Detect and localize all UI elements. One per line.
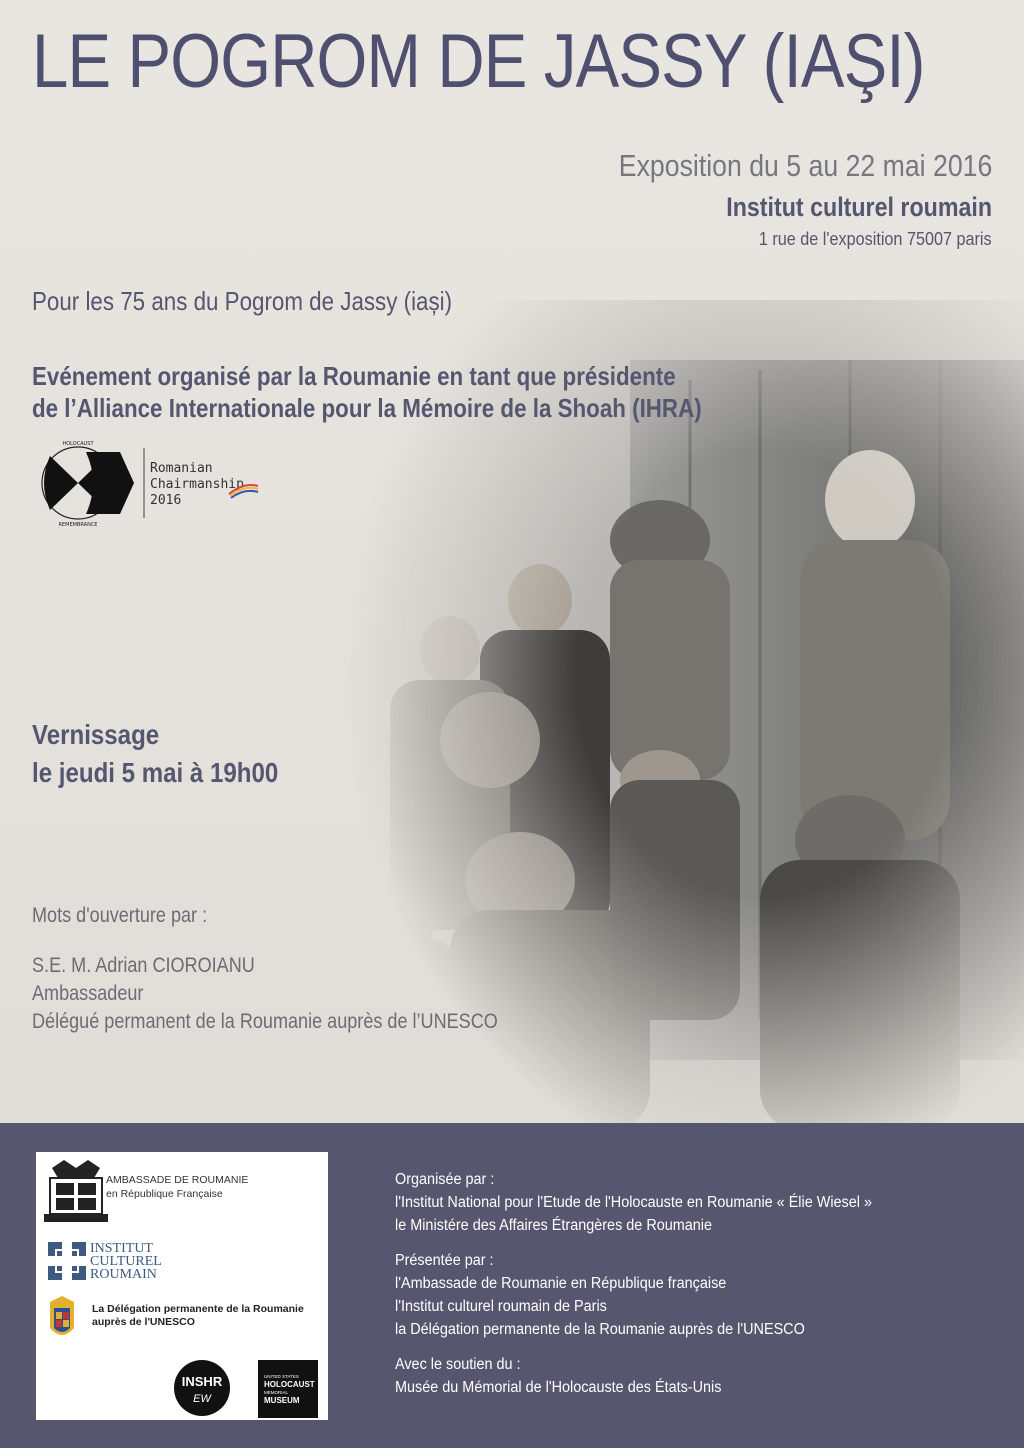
poster-title: LE POGROM DE JASSY (IAŞI) xyxy=(32,19,925,104)
delegation-line-2: auprès de l'UNESCO xyxy=(92,1316,195,1328)
organized-statement xyxy=(32,360,702,424)
inshr-sub: EW xyxy=(193,1393,211,1405)
organizers-group xyxy=(395,1168,872,1237)
embassy-crest-icon xyxy=(44,1160,108,1222)
speaker-role: Ambassadeur xyxy=(32,982,144,1005)
inshr-text: INSHR xyxy=(181,1374,223,1389)
organized-by-heading: Organisée par : xyxy=(395,1171,495,1188)
support-heading: Avec le soutien du : xyxy=(395,1356,521,1373)
exhibition-dates: Exposition du 5 au 22 mai 2016 xyxy=(618,148,992,183)
ushmm-line-4: MUSEUM xyxy=(264,1396,300,1405)
presenter-1: l'Ambassade de Roumanie en République française xyxy=(395,1275,727,1292)
presented-by-heading: Présentée par : xyxy=(395,1252,494,1269)
chair-line-1: Romanian xyxy=(150,461,213,476)
anniversary-line: Pour les 75 ans du Pogrom de Jassy (iași) xyxy=(32,286,453,316)
presenter-2: l'Institut culturel roumain de Paris xyxy=(395,1298,607,1315)
organizer-1: l'Institut National pour l'Etude de l'Holocauste en Roumanie « Élie Wiesel » xyxy=(395,1194,873,1211)
support-group xyxy=(395,1353,872,1399)
icr-line-1: INSTITUT xyxy=(90,1241,153,1256)
speaker-block xyxy=(32,902,498,1036)
icr-line-3: ROUMAIN xyxy=(90,1267,157,1282)
ihra-top-text: HOLOCAUST xyxy=(62,441,94,447)
inshr-logo xyxy=(174,1360,230,1416)
chair-year: 2016 xyxy=(150,493,182,508)
delegation-line-1: La Délégation permanente de la Roumanie xyxy=(92,1303,304,1315)
ushmm-line-3: MEMORIAL xyxy=(264,1390,289,1395)
speaker-name: S.E. M. Adrian CIOROIANU xyxy=(32,954,255,977)
ihra-bottom-text: REMEMBRANCE xyxy=(58,522,98,528)
organized-line-2: de l’Alliance Internationale pour la Mémoire de la Shoah (IHRA) xyxy=(32,393,702,423)
ushmm-logo xyxy=(258,1360,318,1418)
organized-line-1: Evénement organisé par la Roumanie en tant que présidente xyxy=(32,361,676,391)
exhibition-venue: Institut culturel roumain xyxy=(726,192,992,222)
speaker-intro: Mots d'ouverture par : xyxy=(32,904,208,927)
presenters-group xyxy=(395,1249,872,1341)
supporter-1: Musée du Mémorial de l'Holocauste des États-Unis xyxy=(395,1379,722,1396)
ushmm-line-2: HOLOCAUST xyxy=(264,1380,315,1389)
romania-coat-of-arms-icon xyxy=(50,1296,74,1335)
icr-line-2: CULTUREL xyxy=(90,1254,162,1269)
vernissage-label: Vernissage xyxy=(32,719,160,750)
partner-logos-panel xyxy=(36,1152,328,1420)
presenter-3: la Délégation permanente de la Roumanie auprès de l'UNESCO xyxy=(395,1321,805,1338)
credits-block xyxy=(395,1168,872,1411)
ushmm-line-1: UNITED STATES xyxy=(264,1374,299,1379)
speaker-position: Délégué permanent de la Roumanie auprès de l’UNESCO xyxy=(32,1010,498,1033)
organizer-2: le Ministére des Affaires Étrangères de Roumanie xyxy=(395,1217,713,1234)
exhibition-address: 1 rue de l'exposition 75007 paris xyxy=(759,229,992,249)
ihra-chairmanship-logo xyxy=(34,438,264,528)
vernissage-date: le jeudi 5 mai à 19h00 xyxy=(32,757,279,788)
icr-cross-icon xyxy=(48,1242,86,1280)
embassy-subtitle: en République Française xyxy=(106,1188,223,1200)
chair-line-2: Chairmanship xyxy=(150,477,244,492)
embassy-name: AMBASSADE DE ROUMANIE xyxy=(106,1174,249,1186)
vernissage-block xyxy=(32,716,278,792)
